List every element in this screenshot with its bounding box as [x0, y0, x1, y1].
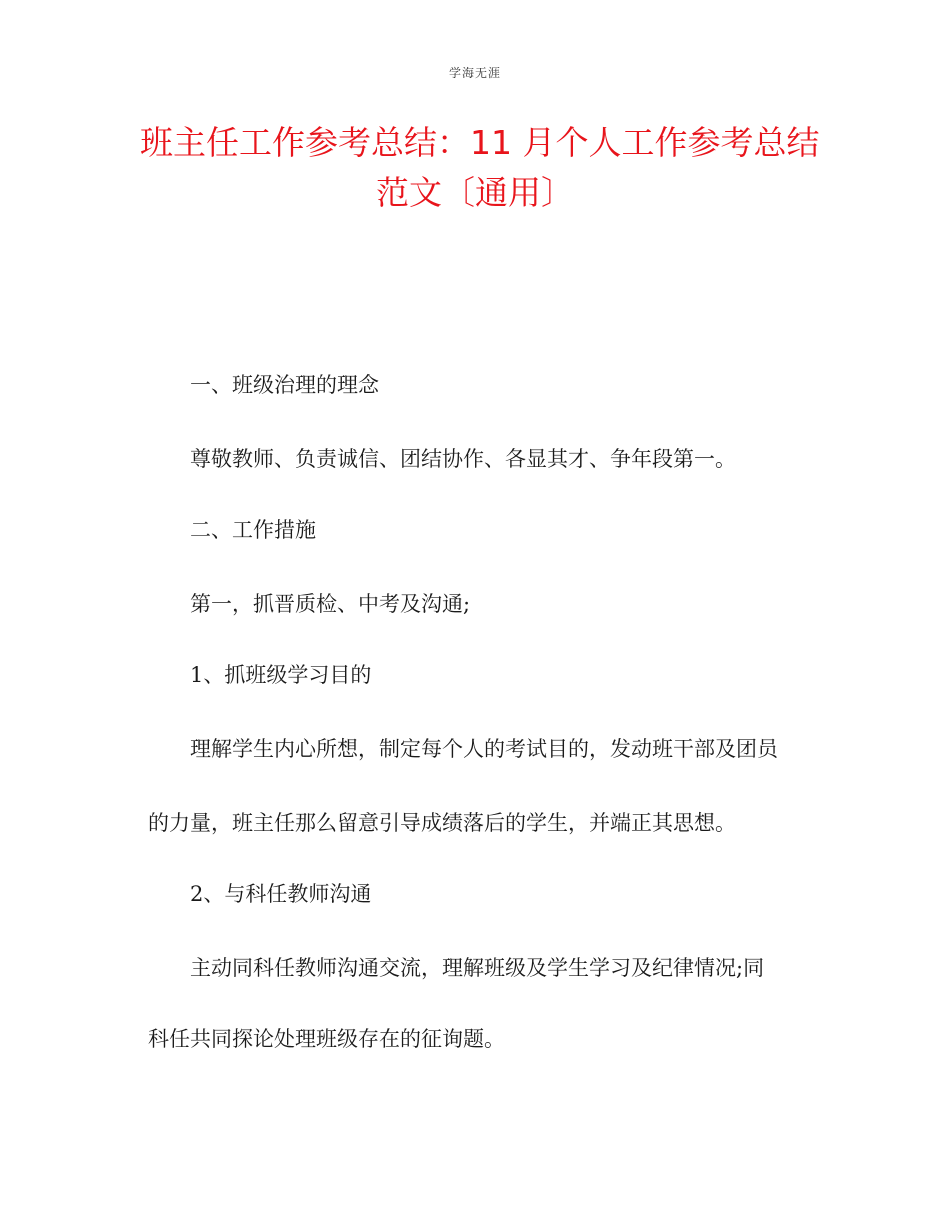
subheading-1: 1、抓班级学习目的: [190, 663, 372, 687]
page-header: 学海无涯: [448, 66, 501, 80]
document-title: [140, 118, 820, 218]
section-heading-2: 二、工作措施: [190, 518, 316, 542]
section-heading-1: 一、班级治理的理念: [190, 373, 379, 397]
paragraph-communication-line-1: 主动同科任教师沟通交流，理解班级及学生学习及纪律情况;同: [190, 956, 765, 980]
title-line-1: 班主任工作参考总结：11 月个人工作参考总结: [140, 123, 820, 162]
title-line-2: 范文〔通用〕: [376, 173, 574, 212]
paragraph-first-measure: 第一，抓晋质检、中考及沟通;: [190, 592, 471, 616]
paragraph-goals-line-2: 的力量，班主任那么留意引导成绩落后的学生，并端正其思想。: [148, 811, 736, 835]
subheading-2: 2、与科任教师沟通: [190, 882, 372, 906]
paragraph-philosophy: 尊敬教师、负责诚信、团结协作、各显其才、争年段第一。: [190, 447, 736, 471]
paragraph-communication-line-2: 科任共同探论处理班级存在的征询题。: [148, 1027, 505, 1051]
paragraph-goals-line-1: 理解学生内心所想，制定每个人的考试目的，发动班干部及团员: [190, 737, 778, 761]
